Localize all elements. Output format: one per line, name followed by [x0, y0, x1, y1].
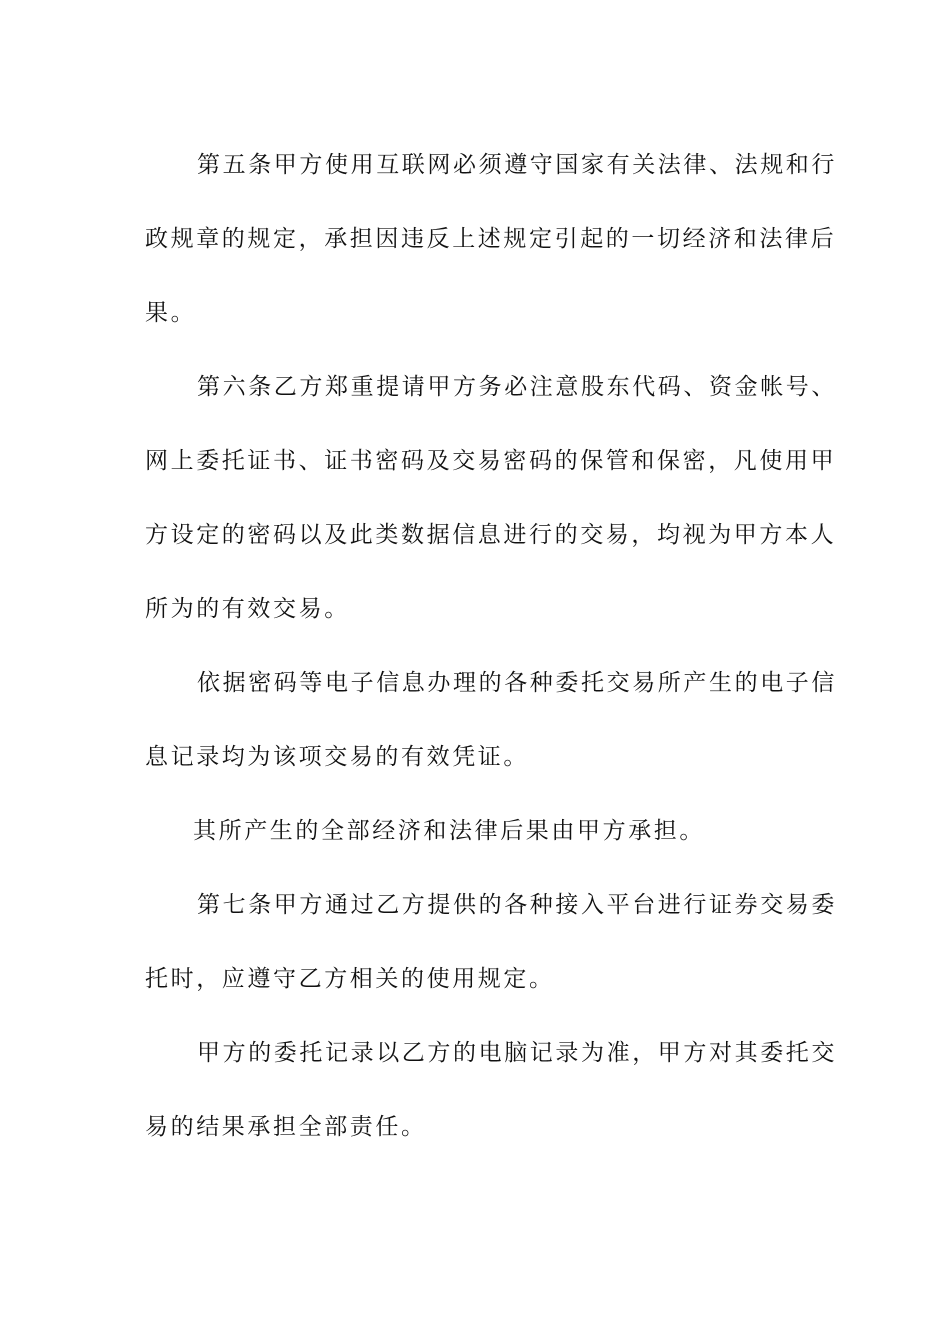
paragraph-line: 其所产生的全部经济和法律后果由甲方承担。	[193, 818, 705, 844]
paragraph-line: 甲方的委托记录以乙方的电脑记录为准，甲方对其委托交	[197, 1040, 837, 1066]
paragraph-line: 易的结果承担全部责任。	[145, 1114, 427, 1140]
paragraph-line: 方设定的密码以及此类数据信息进行的交易，均视为甲方本人	[145, 522, 837, 548]
paragraph-line: 政规章的规定，承担因违反上述规定引起的一切经济和法律后	[145, 226, 837, 252]
paragraph-line: 第七条甲方通过乙方提供的各种接入平台进行证券交易委	[197, 892, 837, 918]
document-body	[145, 128, 837, 1164]
paragraph-article-6	[145, 350, 837, 646]
paragraph-line: 第五条甲方使用互联网必须遵守国家有关法律、法规和行	[197, 152, 837, 178]
paragraph-line: 托时，应遵守乙方相关的使用规定。	[145, 966, 555, 992]
paragraph-article-7	[145, 868, 837, 1016]
paragraph-article-5	[145, 128, 837, 350]
paragraph-line: 所为的有效交易。	[145, 596, 350, 622]
paragraph-records-responsibility	[145, 1016, 837, 1164]
paragraph-electronic-records	[145, 646, 837, 794]
paragraph-line: 息记录均为该项交易的有效凭证。	[145, 744, 529, 770]
paragraph-line: 依据密码等电子信息办理的各种委托交易所产生的电子信	[197, 670, 837, 696]
paragraph-line: 第六条乙方郑重提请甲方务必注意股东代码、资金帐号、	[197, 374, 837, 400]
paragraph-consequences	[145, 794, 815, 868]
paragraph-line: 果。	[145, 300, 197, 326]
paragraph-line: 网上委托证书、证书密码及交易密码的保管和保密，凡使用甲	[145, 448, 837, 474]
